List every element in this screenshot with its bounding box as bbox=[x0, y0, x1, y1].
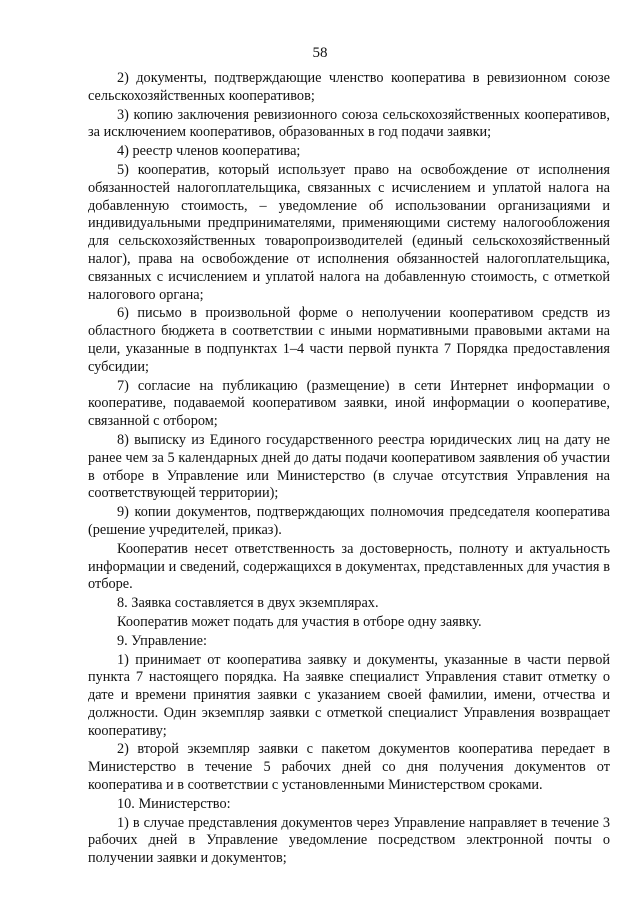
paragraph: 3) копию заключения ревизионного союза сельскохозяйственных кооперативов, за исключением кооперативов, образованных в год подачи заявки; bbox=[88, 106, 610, 141]
paragraph: 1) принимает от кооператива заявку и документы, указанные в части первой пункта 7 настоящего порядка. На заявке специалист Управления ставит отметку о дате и времени принятия заявки с указанием своей фамилии, имени, отчества и должности. Один экземпляр заявки с отметкой специалист Управления возвращает кооперативу; bbox=[88, 651, 610, 739]
paragraph: 9. Управление: bbox=[117, 632, 207, 649]
paragraph: Кооператив несет ответственность за достоверность, полноту и актуальность информации и сведений, содержащихся в документах, представленных для участия в отборе. bbox=[88, 540, 610, 593]
paragraph: 10. Министерство: bbox=[117, 795, 231, 812]
paragraph: 4) реестр членов кооператива; bbox=[117, 143, 301, 160]
paragraph: Кооператив может подать для участия в отборе одну заявку. bbox=[117, 613, 482, 630]
paragraph: 9) копии документов, подтверждающих полномочия председателя кооператива (решение учредителей, приказ). bbox=[88, 504, 610, 538]
page-number: 58 bbox=[312, 45, 328, 61]
paragraph: 8) выписку из Единого государственного реестра юридических лиц на дату не ранее чем за 5 календарных дней до даты подачи кооперативом заявления об участии в отборе в Управление или Министерство (в случае отсутствия Управления на соответствующей территории); bbox=[88, 431, 610, 502]
paragraph: 5) кооператив, который использует право на освобождение от исполнения обязанностей налогоплательщика, связанных с исчислением и уплатой налога на добавленную стоимость, – уведомление об использовании организациями и индивидуальными предпринимателями, применяющими систему налогообложения для сельскохозяйственных товаропроизводителей (единый сельскохозяйственный налог), права на освобождение от исполнения обязанностей налогоплательщика, связанных с исчислением и уплатой налога на добавленную стоимость, с отметкой налогового органа; bbox=[88, 161, 610, 303]
paragraph: 7) согласие на публикацию (размещение) в сети Интернет информации о кооперативе, подаваемой кооперативом заявки, иной информации о кооперативе, связанной с отбором; bbox=[88, 377, 610, 430]
paragraph: 1) в случае представления документов через Управление направляет в течение 3 рабочих дней в Управление уведомление посредством электронной почты о получении заявки и документов; bbox=[88, 814, 610, 867]
document-body bbox=[88, 70, 610, 868]
paragraph: 8. Заявка составляется в двух экземплярах. bbox=[117, 595, 379, 612]
paragraph: 6) письмо в произвольной форме о неполучении кооперативом средств из областного бюджета в соответствии с иными нормативными правовыми актами на цели, указанные в подпунктах 1–4 части первой пункта 7 Порядка предоставления субсидии; bbox=[88, 305, 610, 375]
paragraph: 2) второй экземпляр заявки с пакетом документов кооператива передает в Министерство в течение 5 рабочих дней со дня получения документов от кооператива и в соответствии с установленными Министерством сроками. bbox=[88, 741, 610, 794]
paragraph: 2) документы, подтверждающие членство кооператива в ревизионном союзе сельскохозяйственных кооперативов; bbox=[88, 70, 610, 104]
